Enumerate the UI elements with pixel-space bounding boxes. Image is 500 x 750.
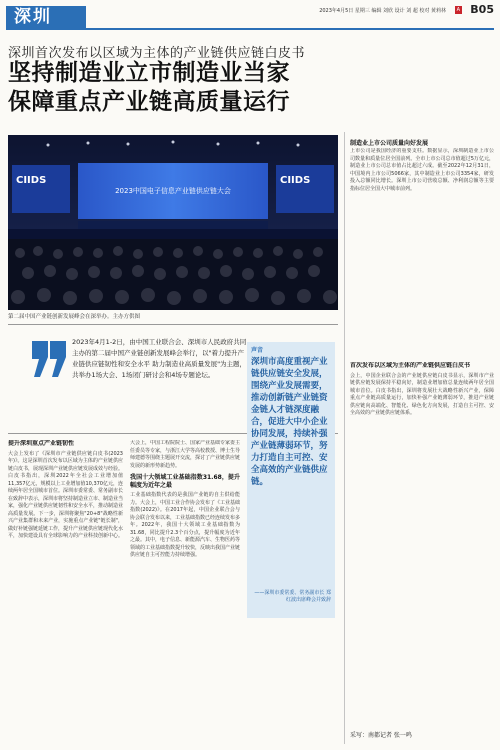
- article-column-left: [8, 440, 123, 740]
- page-header: [0, 0, 500, 30]
- section-tag: 深圳: [6, 6, 86, 28]
- sidebar-quote: 深圳市高度重视产业链供应链安全发展，围绕产业发展需要，推动创新链产业链资金链人才链深度融合，促进大中小企业协同发展，持续补强产业链薄弱环节，努力打造自主可控、安全高效的产业链供应链。: [251, 357, 328, 487]
- quote-mark-icon: [28, 337, 68, 381]
- section-heading: 提升深圳重点产业链韧性: [8, 440, 75, 447]
- body-text: 大会上发布了《深圳市产业链供应链白皮书(2023年)》。这是深圳首次发布以区域为主体的产业链供应链白皮书，展现深圳产业链供应链发展成效与经验。白皮书指出，深圳2022年全社会工业增加值11,357亿元，规模以上工业增加值10,370亿元，连续两年居全国城市首位。深圳市委常委、常务副市长在致辞中表示，深圳市将坚持制造业立市、制造业当家，强化产业链供应链韧性和安全水平，推动制造业高质量发展。下一步，深圳将聚焦"20+8"战略性新兴产业集群和未来产业，实施重点产业链"链长制"，做好补链强链延链工作，提升产业链供应链现代化水平，加快建设具有全球影响力的产业科技创新中心。: [8, 450, 123, 539]
- date-line: 2023年4月5日 星期三 编辑 刘欣 设计 刘 超 校对 黄莉林: [319, 8, 446, 14]
- conference-hall-illustration: [8, 135, 338, 310]
- photo-caption: 第二届中国产业链创新发展峰会在深举办。主办方供图: [8, 314, 141, 320]
- section-heading-right: 制造业上市公司质量向好发展: [350, 140, 429, 147]
- article-subtitle: 深圳首次发布以区域为主体的产业链供应链白皮书: [8, 46, 306, 61]
- headline-line-2: 保障重点产业链高质量运行: [8, 89, 290, 115]
- screen-title: 2023中国电子信息产业链供应链大会: [115, 187, 231, 195]
- section-heading: 我国十大领域工业基础指数31.68，提升幅度为近年之最: [130, 474, 240, 489]
- body-text: 会上，中国企业联合会的产业链供应链白皮书显示，深圳市产业链供应链发展保持平稳向好，制造业增加值总量连续两年居全国城市首位。白皮书指出，深圳将发展壮大战略性新兴产业，保障重点产业链高质量运行，加快补强产业链薄弱环节，推进产业链供应链向高端化、智能化、绿色化方向发展，打造自主可控、安全高效的产业链供应链体系。: [350, 372, 494, 416]
- headline-line-1: 坚持制造业立市制造业当家: [8, 60, 290, 86]
- logo-text-right: CIIDS: [280, 175, 311, 186]
- body-text: 上市公司是我国经济的重要支柱。数据显示，深圳制造业上市公司数量和质量位居全国前列。全市上市公司总市值超过5万亿元，制造业上市公司总市值占比超过六成。截至2022年12月31日，中国境内上市公司5066家，其中制造业上市公司3354家，研发投入总额同比增长。深圳上市公司营收总额、净利润总额等主要指标位居全国大中城市前列。: [350, 148, 494, 192]
- page-number: B05: [470, 3, 494, 16]
- reporter-credit: 采写：南都记者 张一鸣: [350, 732, 412, 739]
- column-divider: [344, 132, 345, 744]
- lead-paragraph: 2023年4月1-2日，由中国工业联合会、深圳市人民政府共同主办的第二届中国产业链创新发展峰会举行，以"着力提升产业链供应链韧性和安全水平 助力制造业高质量发展"为主题，共举办1场大会、1场闭门研讨会和4场专题论坛。: [72, 338, 247, 379]
- edition-badge: A: [456, 7, 460, 13]
- sidebar-label: 声音: [251, 347, 264, 354]
- article-column-right-top: [350, 148, 494, 358]
- article-column-middle: [130, 440, 240, 740]
- quote-sidebar: [247, 342, 335, 618]
- section-heading: 首次发布以区域为主体的产业链供应链白皮书: [350, 362, 471, 369]
- logo-text-left: CIIDS: [16, 175, 47, 186]
- body-text: 工业基础指数代表的是我国产业链的自主供给能力。大会上，中国工业合作协会发布了《工业基础指数(2022)》。在2017年起，中国企业联合会与协会联合发布以来，工业基础指数已经连续发布多年。2022年，我国十大领域工业基础指数为31.68，同比提升2.3个百分点，提升幅度为近年之最。其中，电子信息、新能源汽车、生物医药等领域的工业基础指数提升较快，反映出我国产业链供应链自主可控能力持续增强。: [130, 492, 240, 558]
- conference-photo: [8, 135, 338, 310]
- article-column-right-bottom: [350, 362, 494, 642]
- body-text-intro: 大会上，中国工程院院士、国家产业基础专家委主任委员等专家，与浙江大学等高校教授、博士生导师建德等围绕主题展开交流，探讨了产业链供应链发展的新形势新趋势。: [130, 440, 240, 469]
- header-divider: [6, 28, 494, 30]
- sidebar-attribution: ——深圳市委常委、常务副市长 郑红波出席峰会并致辞: [254, 590, 331, 603]
